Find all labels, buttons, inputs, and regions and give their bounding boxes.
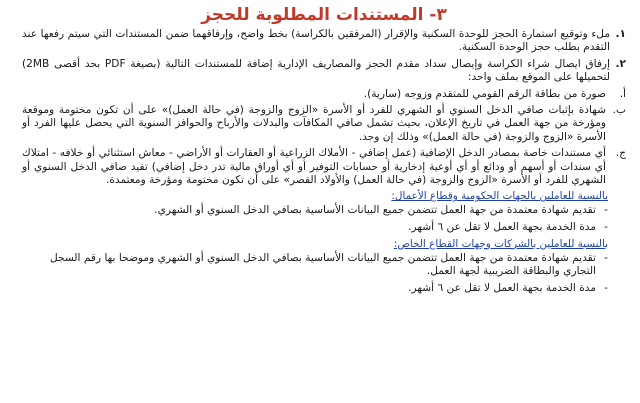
list-item: - تقديم شهادة معتمدة من جهة العمل تتضمن جميع البيانات الأساسية بصافي الدخل السنوي أو الشهري. bbox=[154, 204, 608, 217]
paragraph-text: ملء وتوقيع استمارة الحجز للوحدة السكنية والإقرار (المرفقين بالكراسة) بخط واضح، وإرفاقهما ضمن المستندات التي سيتم رفعها عند التقدم بطلب حجز الوحدة السكنية. bbox=[22, 28, 610, 54]
dash-bullet: - bbox=[604, 221, 608, 234]
sub-item-text: صورة من بطاقة الرقم القومي للمتقدم وزوجه (سارية). bbox=[363, 87, 606, 100]
sub-item-number: ب. bbox=[612, 104, 626, 117]
sub-item-a bbox=[22, 88, 626, 101]
category-title-government: بالنسبة للعاملين بالجهات الحكومية وقطاع الأعمال: bbox=[391, 190, 608, 203]
dash-bullet: - bbox=[604, 281, 608, 294]
list-item: - مدة الخدمة بجهة العمل لا تقل عن ٦ أشهر. bbox=[408, 221, 608, 234]
section-paragraph-2 bbox=[22, 58, 626, 85]
section-paragraph-1 bbox=[22, 28, 626, 55]
paragraph-text: إرفاق ايصال شراء الكراسة وإيصال سداد مقدم الحجز والمصاريف الإدارية إضافة للمستندات التالية (بصيغة PDF بحد أقصى 2MB) لتحميلها على الموقع بملف واحد: bbox=[22, 57, 610, 84]
dash-bullet: - bbox=[604, 251, 608, 264]
sub-item-text: شهادة بإثبات صافي الدخل السنوي أو الشهري للفرد أو الأسرة «الزوج والزوجة (في حالة العمل)» على أن تكون مختومة وموقعة ومؤرخة من جهة العمل في تاريخ الإعلان، بحيث تشمل صافي المكافآت والبدلات والأرباح والحوافز السنوية التي يحصل عليها الفرد أو الأسرة «الزوج والزوجة (في حالة العمل)» وذلك إن وجد. bbox=[22, 104, 606, 143]
list-item: - مدة الخدمة بجهة العمل لا تقل عن ٦ أشهر. bbox=[408, 281, 608, 294]
dash-bullet: - bbox=[604, 204, 608, 217]
sub-item-text: أي مستندات خاصة بمصادر الدخل الإضافية (عمل إضافي - الأملاك الزراعية أو العقارات أو الأراضي - معاش استثنائي أو خلافه - امتلاك أي سندات أو أسهم أو ودائع أو أي أوعية إدخارية أو حسابات التوفير أو أي أوراق مالية تدر دخل إضافي) تفيد صافي الدخل السنوي أو الشهري للفرد أو الأسرة «الزوج والزوجة (في حالة العمل) والأولاد القصر» على أن تكون مختومة ومؤرخة ومعتمدة. bbox=[22, 147, 606, 187]
sub-item-b bbox=[22, 104, 626, 144]
paragraph-number: ١. bbox=[615, 28, 626, 40]
paragraph-number: ٢. bbox=[615, 57, 626, 70]
sub-item-number: أ. bbox=[619, 87, 626, 100]
sub-item-c bbox=[22, 147, 626, 187]
sub-item-number: ج. bbox=[615, 147, 626, 160]
section-heading: ٣- المستندات المطلوبة للحجز bbox=[201, 5, 447, 25]
list-item: - تقديم شهادة معتمدة من جهة العمل تتضمن جميع البيانات الأساسية بصافي الدخل السنوي أو الشهري وموضحا بها رقم السجل التجاري والبطاقة الضريبية لجهة العمل. bbox=[50, 251, 608, 278]
category-title-private: بالنسبة للعاملين بالشركات وجهات القطاع الخاص: bbox=[393, 237, 608, 250]
